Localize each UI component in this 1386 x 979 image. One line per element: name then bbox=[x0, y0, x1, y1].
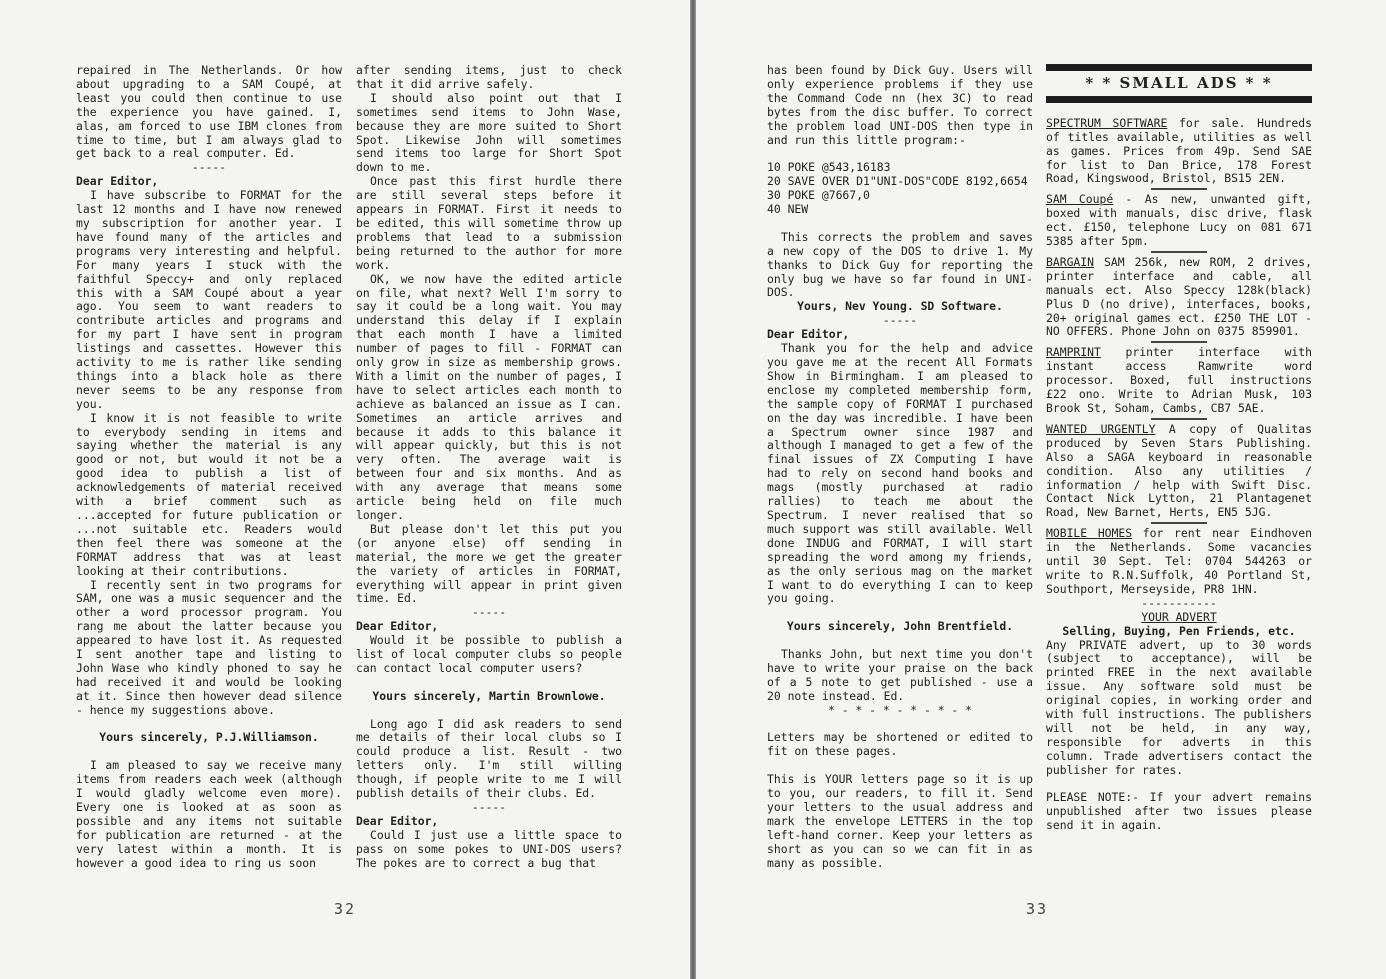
paragraph: OK, we now have the edited article on file, what next? Well I'm sorry to say it could be a long wait. You may understand this delay if I explain that each month I have a limited number of pages to fill - FORMAT can only grow in size as membership grows. With a limit on the number of pages, I have to select articles each month to achieve as balanced an issue as I can. Sometimes an article arrives and because it adds to this balance it will appear quickly, but this is not very often. The average wait is between four and six months. And as with any average that means some article being held on file much longer. bbox=[356, 271, 622, 522]
small-ad bbox=[1046, 193, 1312, 249]
ad-body: A copy of Qualitas produced by Seven Stars Publishing. Also a SAGA keyboard in reasonable condition. Also any utilities / information / help with Swift Disc. Contact Nick Lytton, 21 Plantagenet Road, New Barnet, Herts, EN5 5JG. bbox=[1046, 421, 1312, 520]
letter-salutation: Dear Editor, bbox=[767, 327, 850, 342]
separator: ----- bbox=[471, 800, 507, 814]
letter-signature: Yours sincerely, John Brentfield. bbox=[786, 619, 1014, 634]
paragraph: Once past this first hurdle there are still several steps before it appears in FORMAT. First it needs to be edited, this will sometime throw up problems that lead to a submission being returned to the author for more work. bbox=[356, 174, 622, 272]
editor-reply: Long ago I did ask readers to send me details of their local clubs so I could produce a list. Result - two letters only. I'm still willing though, if people write to me I will publish details of their clubs. Ed. bbox=[356, 716, 622, 801]
ad-body: for sale. Hundreds of titles available, utilities as well as games. Prices from 49p. Send SAE for list to Dan Brice, 178 Forest Road, Kingswood, Bristol, BS15 2EN. bbox=[1046, 115, 1312, 186]
ad-divider bbox=[1151, 418, 1207, 420]
code-line: 10 POKE @543,16183 bbox=[767, 160, 891, 175]
ad-heading: SPECTRUM SOFTWARE bbox=[1046, 115, 1168, 130]
separator: ----- bbox=[882, 313, 918, 328]
ads-bar bbox=[1046, 96, 1312, 103]
paragraph: after sending items, just to check that it did arrive safely. bbox=[356, 63, 622, 91]
left-page-32 bbox=[0, 0, 690, 979]
separator: ----- bbox=[191, 160, 227, 175]
ads-bar bbox=[1046, 64, 1312, 71]
code-line: 40 NEW bbox=[767, 202, 809, 217]
ad-body: for rent near Eindhoven in the Netherlands. Some vacancies until 30 Sept. Tel: 0704 544263 or write to R.N.Suffolk, 40 Portland St, Southport, Merseyside, PR8 1HN. bbox=[1046, 526, 1312, 596]
paragraph: Would it be possible to publish a list of local computer clubs so people can contact local computer users? bbox=[356, 633, 622, 675]
page32-column-2 bbox=[356, 64, 622, 871]
code-line: 20 SAVE OVER D1"UNI-DOS"CODE 8192,6654 bbox=[767, 174, 1028, 189]
editor-reply: Thanks John, but next time you don't have to write your praise on the back of a 5 note to get published - use a 20 note instead. Ed. bbox=[767, 647, 1033, 703]
letter-salutation: Dear Editor, bbox=[356, 813, 439, 828]
right-page-33 bbox=[696, 0, 1386, 979]
page-number: 33 bbox=[1026, 900, 1049, 918]
ad-body: - As new, unwanted gift, boxed with manuals, disc drive, flask ect. £150, telephone Lucy on 081 671 5385 after 5pm. bbox=[1046, 192, 1312, 249]
ad-heading: RAMPRINT bbox=[1046, 345, 1101, 360]
editorial-note: Letters may be shortened or edited to fit on these pages. bbox=[767, 730, 1033, 759]
ad-heading: WANTED URGENTLY bbox=[1046, 421, 1156, 436]
ad-divider bbox=[1151, 522, 1207, 524]
paragraph: repaired in The Netherlands. Or how about upgrading to a SAM Coupé, at least you could then continue to use the experience you have gained. I, alas, am forced to use IBM clones from time to time, but I am always glad to get back to a real computer. Ed. bbox=[76, 63, 342, 161]
paragraph: I recently sent in two programs for SAM, one was a music sequencer and the other a word processor program. You rang me about the latter because you appeared to have lost it. As requested I sent another tape and listing to John Wase who kindly phoned to say he had received it and would be looking at it. Since then however dead silence - hence my suggestions above. bbox=[76, 577, 342, 717]
separator: ----------- bbox=[1141, 595, 1217, 610]
letter-signature: Yours, Nev Young. SD Software. bbox=[797, 299, 1003, 314]
small-ad bbox=[1046, 423, 1312, 520]
paragraph: I have subscribe to FORMAT for the last 12 months and I have now renewed my subscription for another year. I have found many of the articles and programs very interesting and helpful. For many years I stuck with the faithful Speccy+ and only replaced this with a SAM Coupé about a year ago. You seem to want readers to contribute articles and programs and for my part I have sent in program listings and cassettes. However this activity to me is rather like sending things into a black hole as there never seems to be any response from you. bbox=[76, 188, 342, 411]
small-ads-column bbox=[1046, 64, 1312, 833]
paragraph: I know it is not feasible to write to everybody sending in items and saying whether the material is any good or not, but would it not be a good idea to publish a list of acknowledgements of material received with a brief comment such as ...accepted for future publication or ...not suitable etc. Readers would then feel there was someone at the FORMAT address that was at least looking at their contributions. bbox=[76, 410, 342, 578]
paragraph: I should also point out that I sometimes send items to John Wase, because they are more suited to Short Spot. Likewise John will sometimes send items too large for Short Spot down to me. bbox=[356, 90, 622, 175]
small-ad bbox=[1046, 117, 1312, 187]
small-ad bbox=[1046, 256, 1312, 339]
ad-body: printer interface with instant access Ramwrite word processor. Boxed, full instructions £22 ono. Write to Adrian Musk, 103 Brook St, Soham, Cambs, CB7 5AE. bbox=[1046, 345, 1312, 416]
page33-column-1 bbox=[767, 64, 1033, 870]
editorial-note: This is YOUR letters page so it is up to you, our readers, to fill it. Send your letters to the usual address and mark the envelope LETTERS in the top left-hand corner. Keep your letters as short as you can so we can fit in as many as possible. bbox=[767, 772, 1033, 870]
ad-divider bbox=[1151, 188, 1207, 190]
letter-salutation: Dear Editor, bbox=[76, 174, 159, 189]
paragraph: Could I just use a little space to pass on some pokes to UNI-DOS users? The pokes are to correct a bug that bbox=[356, 827, 622, 870]
your-advert-terms: Any PRIVATE advert, up to 30 words (subject to acceptance), will be printed FREE in the next available issue. Any software sold must be original copies, in working order and with full instructions. The publishers will not be held, in any way, responsible for adverts in this column. Trade advertisers contact the publisher for rates. bbox=[1046, 637, 1312, 777]
paragraph: Thank you for the help and advice you gave me at the recent All Formats Show in Birmingham. I am pleased to enclose my completed membership form, the sample copy of FORMAT I purchased on the day was incredible. I have been a Spectrum owner since 1987 and although I managed to get a few of the final issues of ZX Computing I have had to rely on second hand books and mags (mostly purchased at radio rallies) to teach me about the Spectrum. I never realised that so much support was still available. Well done INDUG and FORMAT, I will start spreading the word among my friends, as the only serious mag on the market I want to do everything I can to keep you going. bbox=[767, 341, 1033, 606]
paragraph: This corrects the problem and saves a new copy of the DOS to drive 1. My thanks to Dick Guy for reporting the only bug we have so far found in UNI-DOS. bbox=[767, 229, 1033, 300]
paragraph: But please don't let this put you (or anyone else) off sending in material, the more we get the greater the variety of articles in FORMAT, everything will appear in print given time. Ed. bbox=[356, 521, 622, 606]
small-ad bbox=[1046, 527, 1312, 597]
page-number: 32 bbox=[334, 900, 357, 918]
ad-heading: MOBILE HOMES bbox=[1046, 526, 1133, 541]
your-advert-heading: YOUR ADVERT bbox=[1141, 609, 1217, 624]
ad-divider bbox=[1151, 341, 1207, 343]
code-line: 30 POKE @7667,0 bbox=[767, 188, 870, 203]
editor-reply: I am pleased to say we receive many items from readers each week (although I would gladly welcome even more). Every one is looked at as soon as possible and any items not suitable for publication are returned - at the very latest within a month. It is however a good idea to ring us soon bbox=[76, 758, 342, 870]
letter-signature: Yours sincerely, P.J.Williamson. bbox=[99, 730, 319, 745]
letter-salutation: Dear Editor, bbox=[356, 619, 439, 634]
ad-body: SAM 256k, new ROM, 2 drives, printer interface and cable, all manuals ect. Also Speccy 128k(black) Plus D (no drive), interfaces, books, 20+ original games ect. £250 THE LOT - NO OFFERS. Phone John on 0375 859901. bbox=[1046, 254, 1312, 339]
separator: * - * - * - * - * - * bbox=[827, 702, 972, 717]
ad-heading: SAM Coupé bbox=[1046, 192, 1114, 207]
please-note: PLEASE NOTE:- If your advert remains unpublished after two issues please send it in again. bbox=[1046, 790, 1312, 833]
letter-signature: Yours sincerely, Martin Brownlowe. bbox=[372, 688, 606, 703]
paragraph: has been found by Dick Guy. Users will only experience problems if they use the Command Code nn (hex 3C) to read bytes from the disc buffer. To correct the problem load UNI-DOS then type in and run this little program:- bbox=[767, 63, 1033, 147]
ad-divider bbox=[1151, 251, 1207, 253]
ad-heading: BARGAIN bbox=[1046, 254, 1095, 269]
separator: ----- bbox=[471, 605, 507, 620]
your-advert-subheading: Selling, Buying, Pen Friends, etc. bbox=[1062, 623, 1296, 638]
small-ad bbox=[1046, 346, 1312, 416]
page32-column-1 bbox=[76, 64, 342, 871]
small-ads-title: * * SMALL ADS * * bbox=[1085, 74, 1273, 92]
